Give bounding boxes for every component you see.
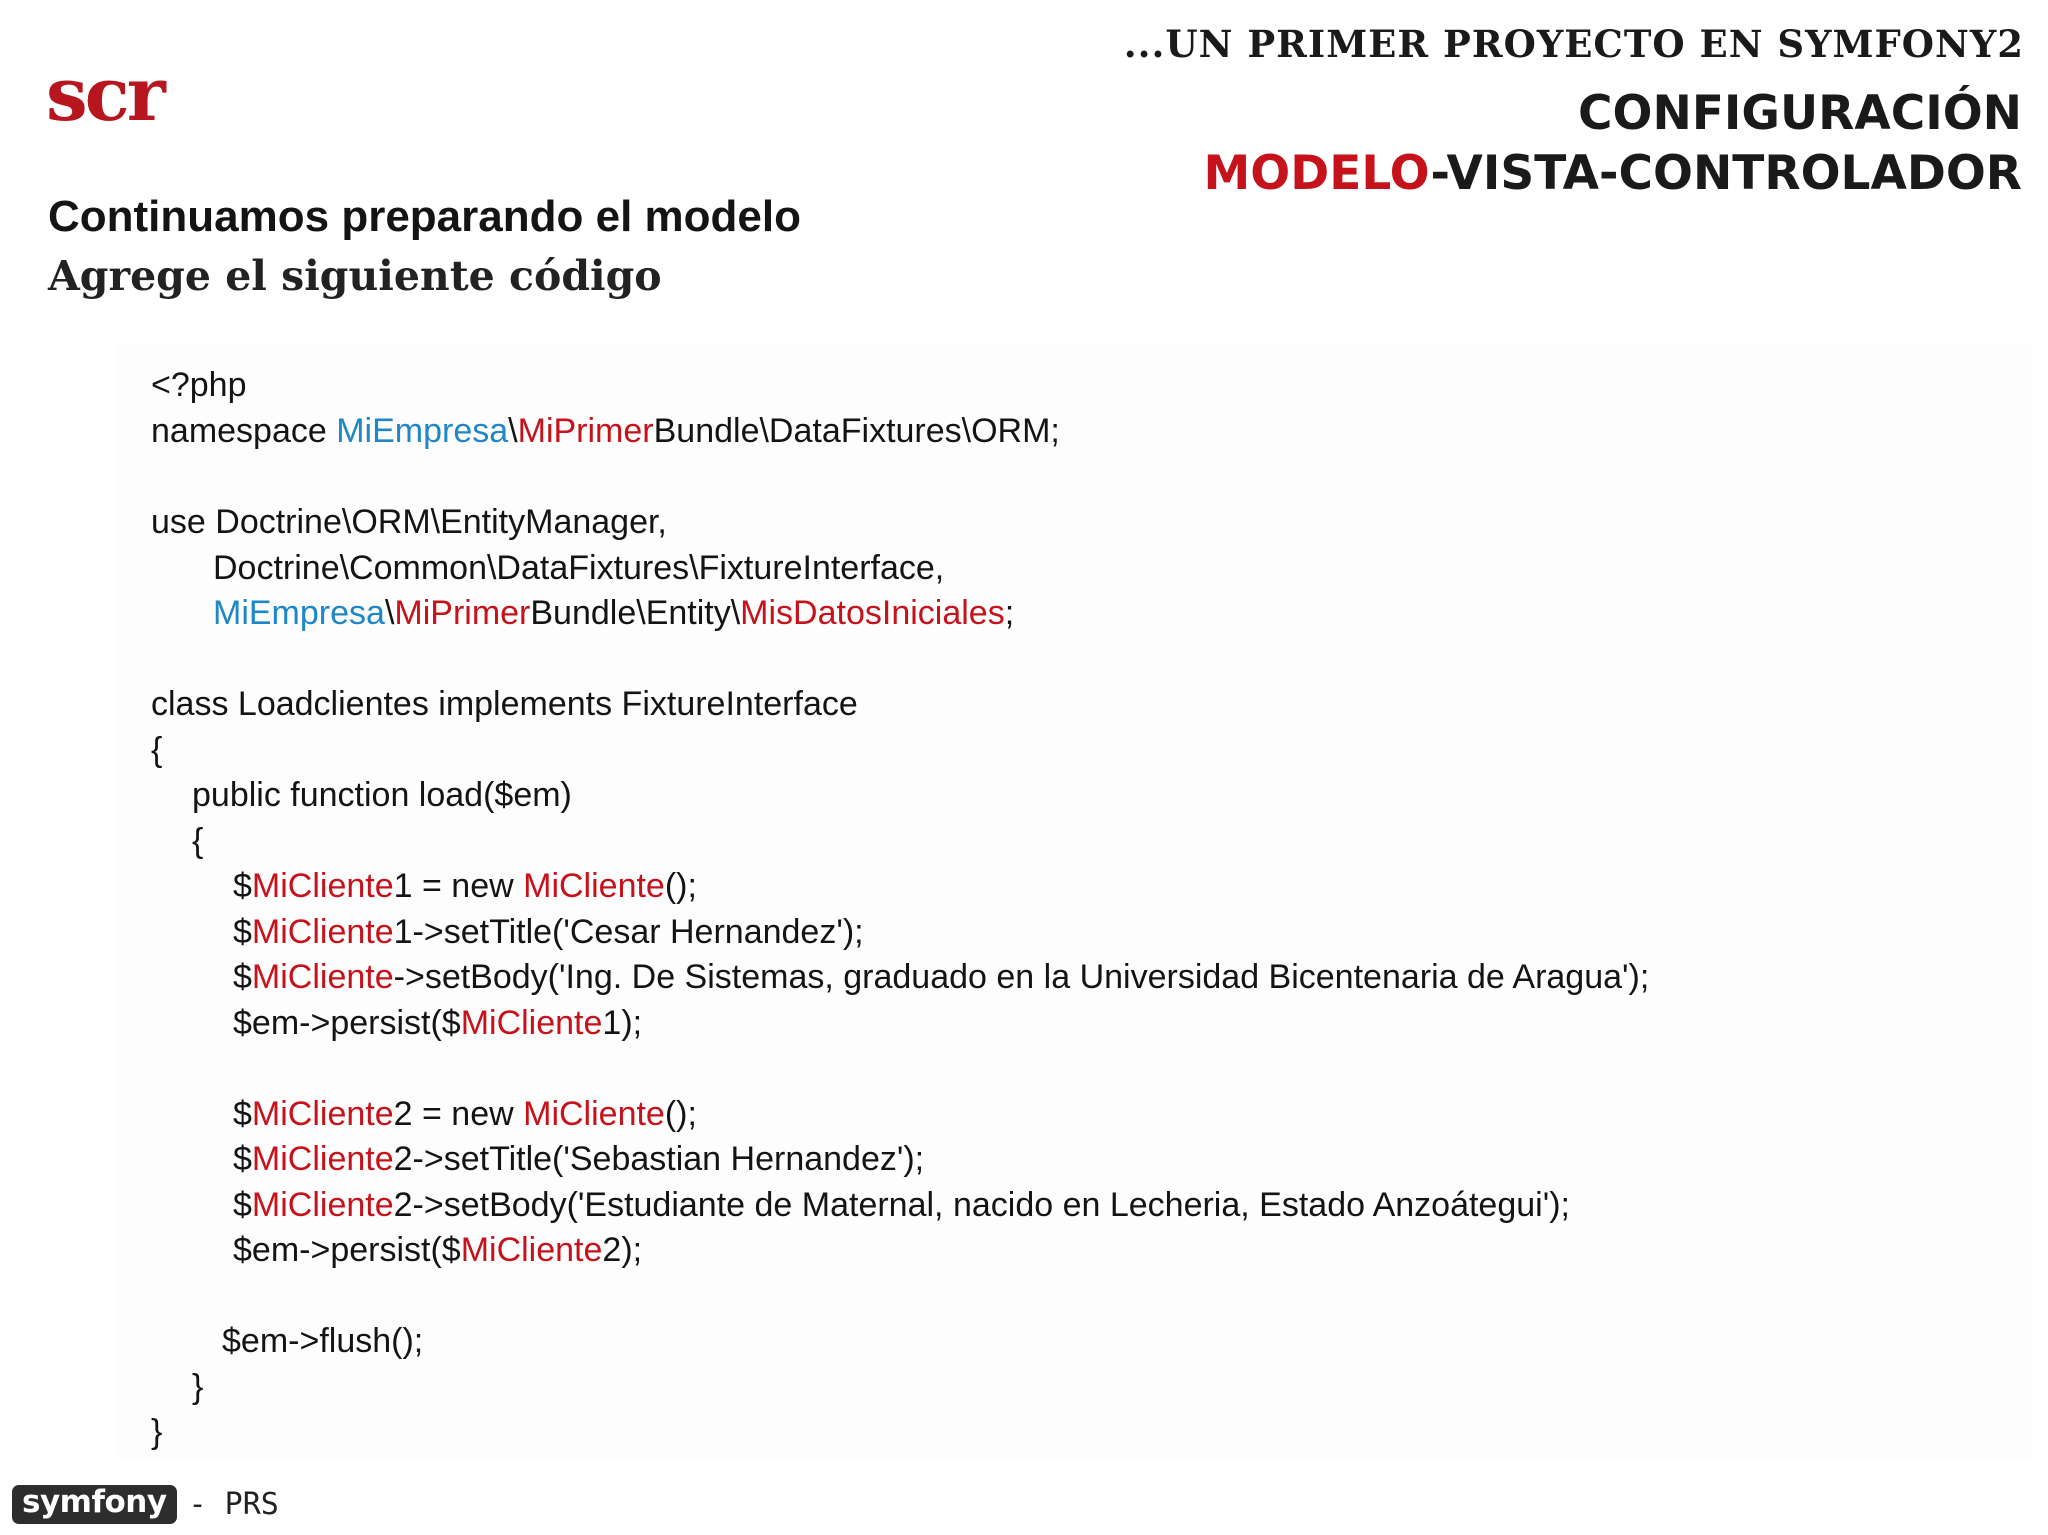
- code-line-1: <?php: [151, 366, 247, 404]
- code-line-6: class Loadclientes implements FixtureInterface: [151, 685, 858, 723]
- footer-suffix: - PRS: [188, 1486, 279, 1522]
- mvc-rest-words: -VISTA-CONTROLADOR: [1430, 146, 2022, 201]
- code-line-13: $em->persist($MiCliente1);: [233, 1004, 643, 1042]
- code-line-14: $MiCliente2 = new MiCliente();: [233, 1095, 697, 1133]
- mvc-modelo-word: MODELO: [1203, 146, 1431, 201]
- page-subheading: Agrege el siguiente código: [48, 252, 662, 300]
- scr-logo: scr: [46, 52, 163, 138]
- code-line-7: {: [151, 731, 163, 769]
- code-line-16: $MiCliente2->setBody('Estudiante de Maternal, nacido en Lecheria, Estado Anzoátegui');: [233, 1186, 1570, 1224]
- code-line-18: $em->flush();: [222, 1322, 424, 1360]
- page-heading: Continuamos preparando el modelo: [48, 192, 801, 241]
- code-line-10: $MiCliente1 = new MiCliente();: [233, 867, 697, 905]
- code-line-19: }: [192, 1368, 204, 1406]
- code-line-8: public function load($em): [192, 776, 572, 814]
- code-line-11: $MiCliente1->setTitle('Cesar Hernandez');: [233, 913, 864, 951]
- code-line-5: MiEmpresa\MiPrimerBundle\Entity\MisDatosIniciales;: [213, 594, 1015, 632]
- code-line-15: $MiCliente2->setTitle('Sebastian Hernandez');: [233, 1140, 925, 1178]
- code-line-9: {: [192, 822, 204, 860]
- code-line-4: Doctrine\Common\DataFixtures\FixtureInterface,: [213, 549, 945, 587]
- series-title: ...UN PRIMER PROYECTO EN SYMFONY2: [1123, 22, 2024, 66]
- code-line-3: use Doctrine\ORM\EntityManager,: [151, 503, 667, 541]
- code-line-12: $MiCliente->setBody('Ing. De Sistemas, graduado en la Universidad Bicentenaria de Aragua');: [233, 958, 1650, 996]
- code-line-17: $em->persist($MiCliente2);: [233, 1231, 643, 1269]
- footer: [12, 1481, 279, 1527]
- code-line-20: }: [151, 1413, 163, 1451]
- section-title-configuracion: CONFIGURACIÓN: [1578, 86, 2022, 141]
- code-line-2: namespace MiEmpresa\MiPrimerBundle\DataFixtures\ORM;: [151, 412, 1060, 450]
- section-title-mvc: [1203, 146, 2022, 201]
- symfony-logo: symfony: [12, 1485, 177, 1524]
